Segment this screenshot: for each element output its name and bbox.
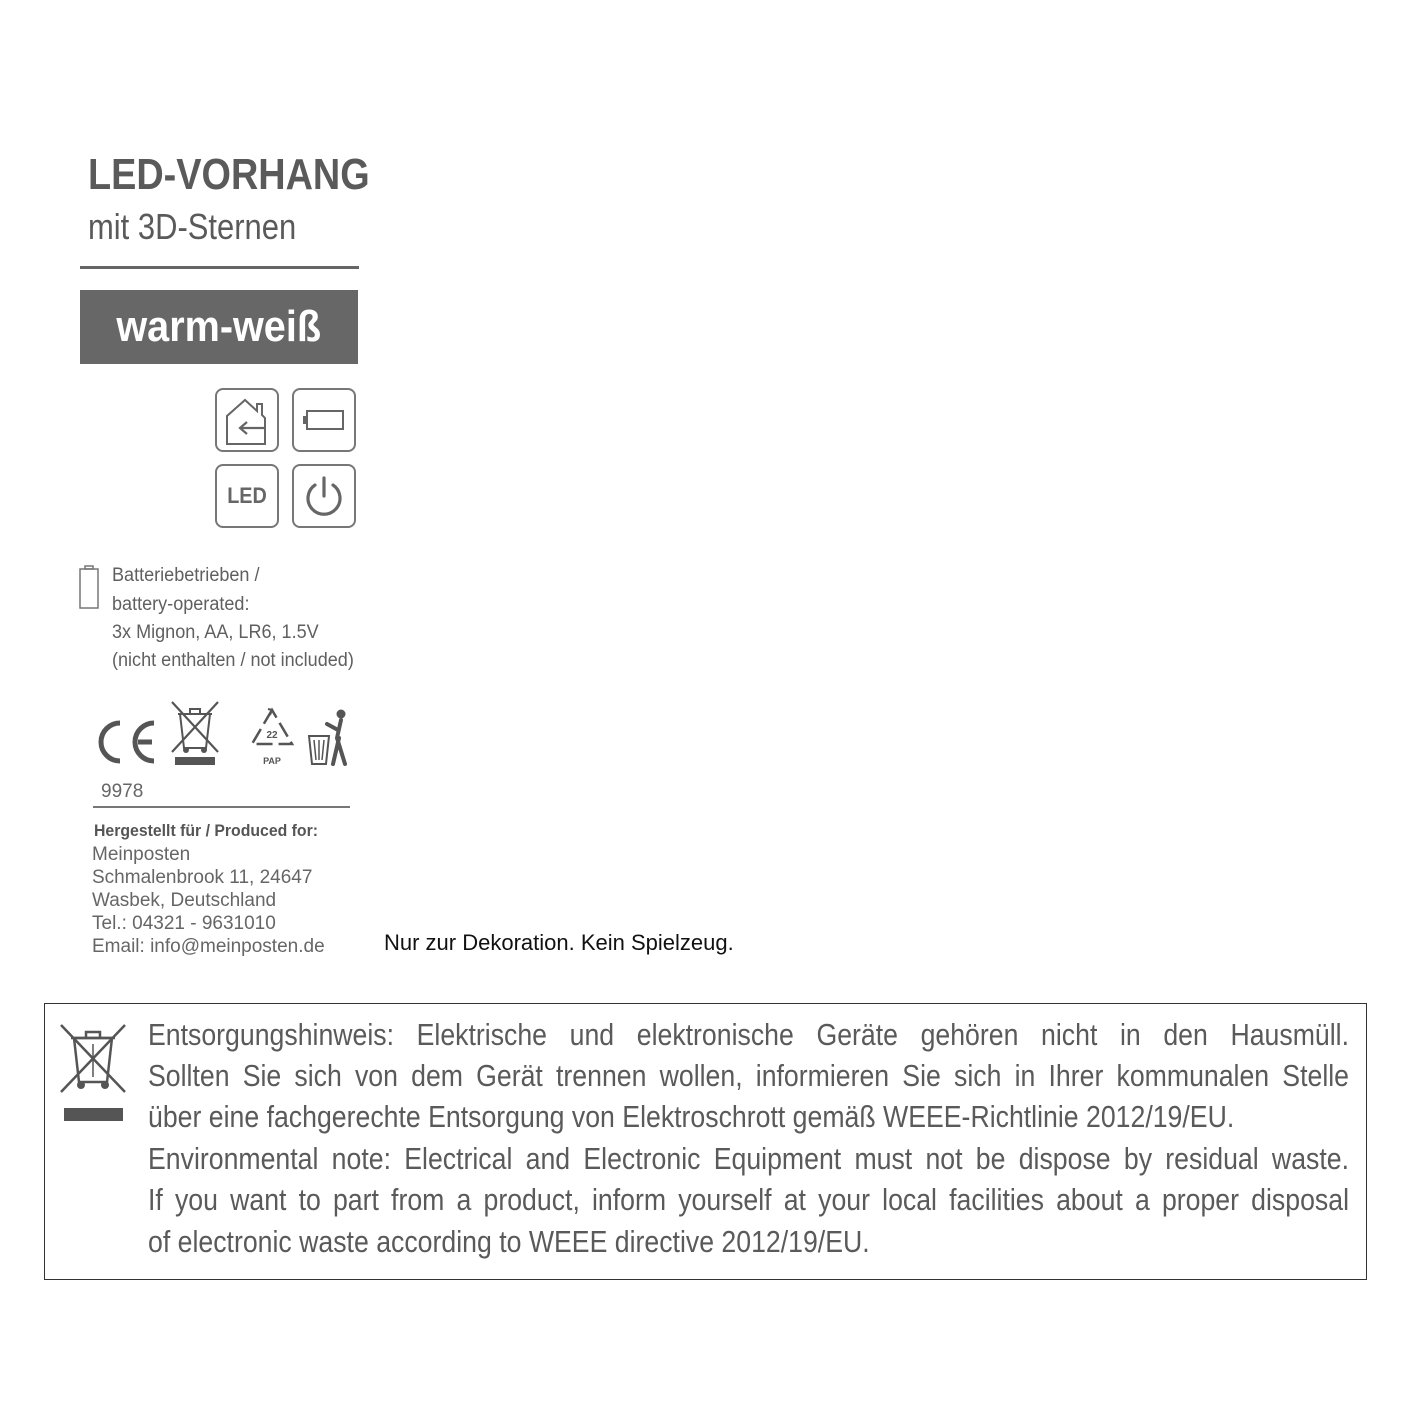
disposal-notice-line: If you want to part from a product, inform yourself at your local facilities about a proper disposal xyxy=(148,1182,1349,1217)
power-icon-graphic xyxy=(300,472,348,520)
battery-icon-graphic xyxy=(299,405,349,435)
disposal-notice-line: of electronic waste according to WEEE directive 2012/19/EU. xyxy=(148,1224,870,1259)
disposal-notice-line: über eine fachgerechte Entsorgung von Elektroschrott gemäß WEEE-Richtlinie 2012/19/EU. xyxy=(148,1099,1235,1134)
battery-cell-icon xyxy=(78,565,100,610)
indoor-house-icon-graphic xyxy=(219,392,275,448)
manufacturer-city: Wasbek, Deutschland xyxy=(92,890,277,911)
manufacturer-name: Meinposten xyxy=(92,844,191,865)
product-subtitle: mit 3D-Sternen xyxy=(88,206,297,247)
weee-bin-icon xyxy=(170,700,220,768)
color-badge xyxy=(80,290,358,364)
disposal-notice-line: Sollten Sie sich von dem Gerät trennen wollen, informieren Sie sich in Ihrer kommunalen Stelle xyxy=(148,1058,1349,1093)
battery-text-line: Batteriebetrieben / xyxy=(112,565,260,586)
manufacturer-email: Email: info@meinposten.de xyxy=(92,936,325,957)
battery-text-line: (nicht enthalten / not included) xyxy=(112,650,354,671)
disposal-notice-line: Entsorgungshinweis: Elektrische und elektronische Geräte gehören nicht in den Hausmüll. xyxy=(148,1017,1349,1052)
code-divider xyxy=(93,806,350,808)
led-icon-label: LED xyxy=(227,483,267,508)
led-icon xyxy=(215,464,279,528)
recycling-material: PAP xyxy=(263,756,281,766)
manufacturer-phone: Tel.: 04321 - 9631010 xyxy=(92,913,276,934)
article-code: 9978 xyxy=(101,781,144,802)
tidyman-icon xyxy=(305,708,353,768)
product-title: LED-VORHANG xyxy=(88,150,370,199)
power-icon xyxy=(292,464,356,528)
manufacturer-heading: Hergestellt für / Produced for: xyxy=(94,821,319,840)
color-badge-label: warm-weiß xyxy=(116,302,322,351)
disposal-notice-line: Environmental note: Electrical and Electronic Equipment must not be dispose by residual waste. xyxy=(148,1141,1349,1176)
battery-text-line: 3x Mignon, AA, LR6, 1.5V xyxy=(112,622,319,643)
title-divider xyxy=(80,266,359,269)
battery-icon xyxy=(292,388,356,452)
decoration-note: Nur zur Dekoration. Kein Spielzeug. xyxy=(384,930,734,955)
indoor-house-icon xyxy=(215,388,279,452)
ce-mark-icon xyxy=(92,718,162,766)
recycling-number: 22 xyxy=(266,730,278,741)
recycling-icon xyxy=(244,706,300,768)
weee-bin-large-icon xyxy=(58,1022,128,1126)
battery-text-line: battery-operated: xyxy=(112,594,250,615)
manufacturer-street: Schmalenbrook 11, 24647 xyxy=(92,867,313,888)
